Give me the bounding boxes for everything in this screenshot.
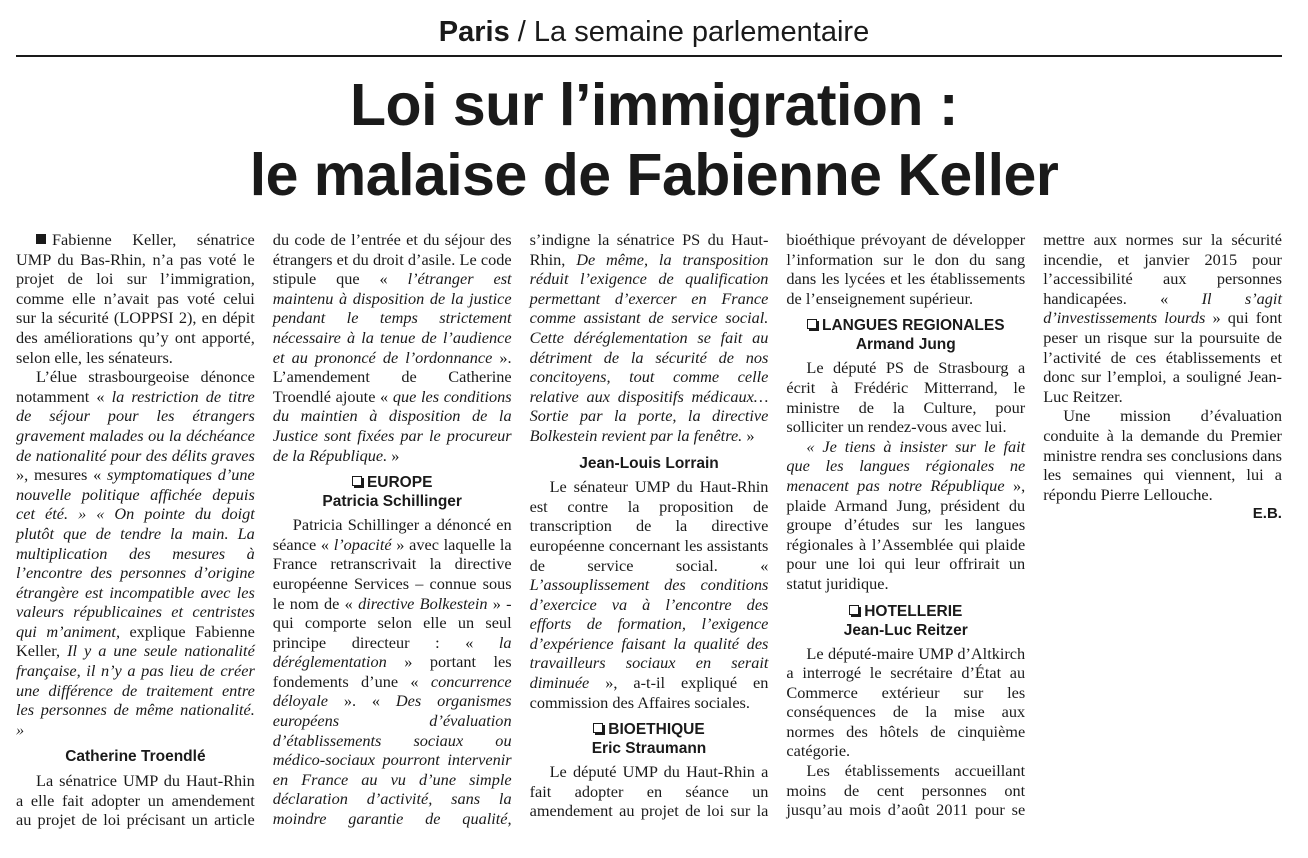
headline-line-1: Loi sur l’immigration : bbox=[349, 72, 959, 138]
subhead-bioethique: BIOETHIQUE bbox=[530, 720, 769, 739]
keller-paragraph: L’élue strasbourgeoise dénonce notamment « la restriction de titre de séjour pour les étrangers gravement malades ou la déchéance de nationalité pour des délits graves », mesures « symptomatiques d’une nouvelle politique affichée depuis cet été. » « On pointe du doigt plutôt que de tendre la main. La multiplication des mesures à l’encontre des personnes d’origine étrangère est incompatible avec les valeurs républicaines et centristes qui m’animent, explique Fabienne Keller, Il y a une seule nationalité française, il n’y a pas lieu de créer une différence de traitement entre les personnes de même nationalité. » bbox=[16, 367, 255, 739]
langues-paragraph-1: Le député PS de Strasbourg a écrit à Frédéric Mitterrand, le ministre de la Culture, pour solliciter un rendez-vous avec lui. bbox=[786, 358, 1026, 437]
subhead-europe-name: Patricia Schillinger bbox=[322, 493, 462, 511]
subhead-lorrain: Jean-Louis Lorrain bbox=[579, 454, 719, 472]
subhead-troendle: Catherine Troendlé bbox=[65, 748, 206, 766]
subhead-europe: EUROPE bbox=[273, 473, 512, 492]
bioethique-paragraph: Le député UMP du Haut-Rhin a fait adopter en séance un amendement au projet de loi sur la bioéthique prévoyant de développer l’information sur le don du sang dans les lycées et les établissements de l’enseignement supérieur. bbox=[529, 230, 1026, 821]
box-bullet-icon bbox=[352, 476, 362, 486]
subhead-hotellerie: HOTELLERIE bbox=[786, 602, 1025, 621]
article-body bbox=[16, 230, 1282, 830]
intro-paragraph: Fabienne Keller, sénatrice UMP du Bas-Rhin, n’a pas voté le projet de loi sur l’immigration, comme elle n’avait pas voté celui sur la sécurité (LOPPSI 2), en dépit des améliorations qu’y ont apporté, selon elle, les sénateurs. bbox=[16, 230, 255, 367]
hotellerie-paragraph-2: Les établissements accueillant moins de cent personnes ont jusqu’au mois d’août 2011 pour se mettre aux normes sur la sécurité incendie, et janvier 2015 pour l’accessibilité aux personnes handicapées. « Il s’agit d’investissements lourds » qui font peser un risque sur la poursuite de l’activité de ces établissements et donc sur l’emploi, a souligné Jean-Luc Reitzer. bbox=[786, 230, 1282, 820]
headline-line-2: le malaise de Fabienne Keller bbox=[249, 142, 1059, 208]
kicker-separator: / bbox=[509, 16, 534, 48]
subhead-langues: LANGUES REGIONALES bbox=[786, 316, 1025, 335]
hotellerie-paragraph-1: Le député-maire UMP d’Altkirch a interrogé le secrétaire d’État au Commerce extérieur sur les conséquences de la mise aux normes des hôtels de cinquième catégorie. bbox=[786, 643, 1026, 761]
subhead-bioethique-name: Eric Straumann bbox=[591, 740, 707, 758]
troendle-paragraph: La sénatrice UMP du Haut-Rhin a elle fait adopter un amendement au projet de loi précisant un article du code de l’entrée et du séjour des étrangers et du droit d’asile. Le code stipule que « l’étranger est maintenu à disposition de la justice pendant le temps strictement nécessaire à la tenue de l’audience et au prononcé de l’ordonnance ». L’amendement de Catherine Troendlé ajoute « que les conditions du maintien à disposition de la Justice sont fixées par le procureur de la République. » bbox=[16, 230, 512, 830]
kicker-section: La semaine parlementaire bbox=[533, 16, 870, 48]
subhead-langues-name: Armand Jung bbox=[855, 336, 956, 354]
langues-paragraph-2: « Je tiens à insister sur le fait que les langues régionales ne menacent pas notre République », plaide Armand Jung, président du groupe d’études sur les langues régionales à l’Assemblée qui plaide pour une loi qui leur offrirait un statut juridique. bbox=[786, 436, 1026, 593]
hotellerie-paragraph-3: Une mission d’évaluation conduite à la demande du Premier ministre rendra ses conclusions dans les semaines qui viennent, lui a répondu Pierre Lellouche. bbox=[1043, 406, 1282, 504]
section-kicker bbox=[0, 14, 1308, 50]
byline-signature: E.B. bbox=[1252, 505, 1282, 523]
box-bullet-icon bbox=[849, 605, 859, 615]
kicker-city: Paris bbox=[438, 16, 510, 48]
box-bullet-icon bbox=[807, 319, 817, 329]
lorrain-paragraph: Le sénateur UMP du Haut-Rhin est contre la proposition de transcription de la directive européenne concernant les assistants de service social. « L’assouplissement des conditions d’exercice va à l’encontre des efforts de formation, l’exigence d’expérience faisant la qualité des travailleurs sociaux en serait diminuée », a-t-il expliqué en commission des Affaires sociales. bbox=[529, 477, 769, 712]
europe-paragraph: Patricia Schillinger a dénoncé en séance « l’opacité » avec laquelle la France retranscrivait la directive européenne Services – connue sous le nom de « directive Bolkestein » - qui comporte selon elle un seul principe directeur : « la déréglementation » portant les fondements d’une « concurrence déloyale ». « Des organismes européens d’évaluation d’établissements sociaux ou médico-sociaux pourront intervenir en France au vu d’une simple déclaration d’activité, sans la moindre garantie de qualité, s’indigne la sénatrice PS du Haut-Rhin, De même, la transposition réduit l’exigence de qualification permettant d’exercer en France comme assistant de service social. Cette déréglementation se fait au détriment de la sécurité de nos concitoyens, tout comme celle relative aux dispositifs médicaux… Sortie par la porte, la directive Bolkestein revient par la fenêtre. » bbox=[272, 230, 769, 829]
headline bbox=[0, 70, 1308, 210]
box-bullet-icon bbox=[593, 723, 603, 733]
header-rule bbox=[16, 55, 1282, 57]
bullet-square-icon bbox=[36, 234, 46, 244]
subhead-hotellerie-name: Jean-Luc Reitzer bbox=[843, 621, 968, 639]
